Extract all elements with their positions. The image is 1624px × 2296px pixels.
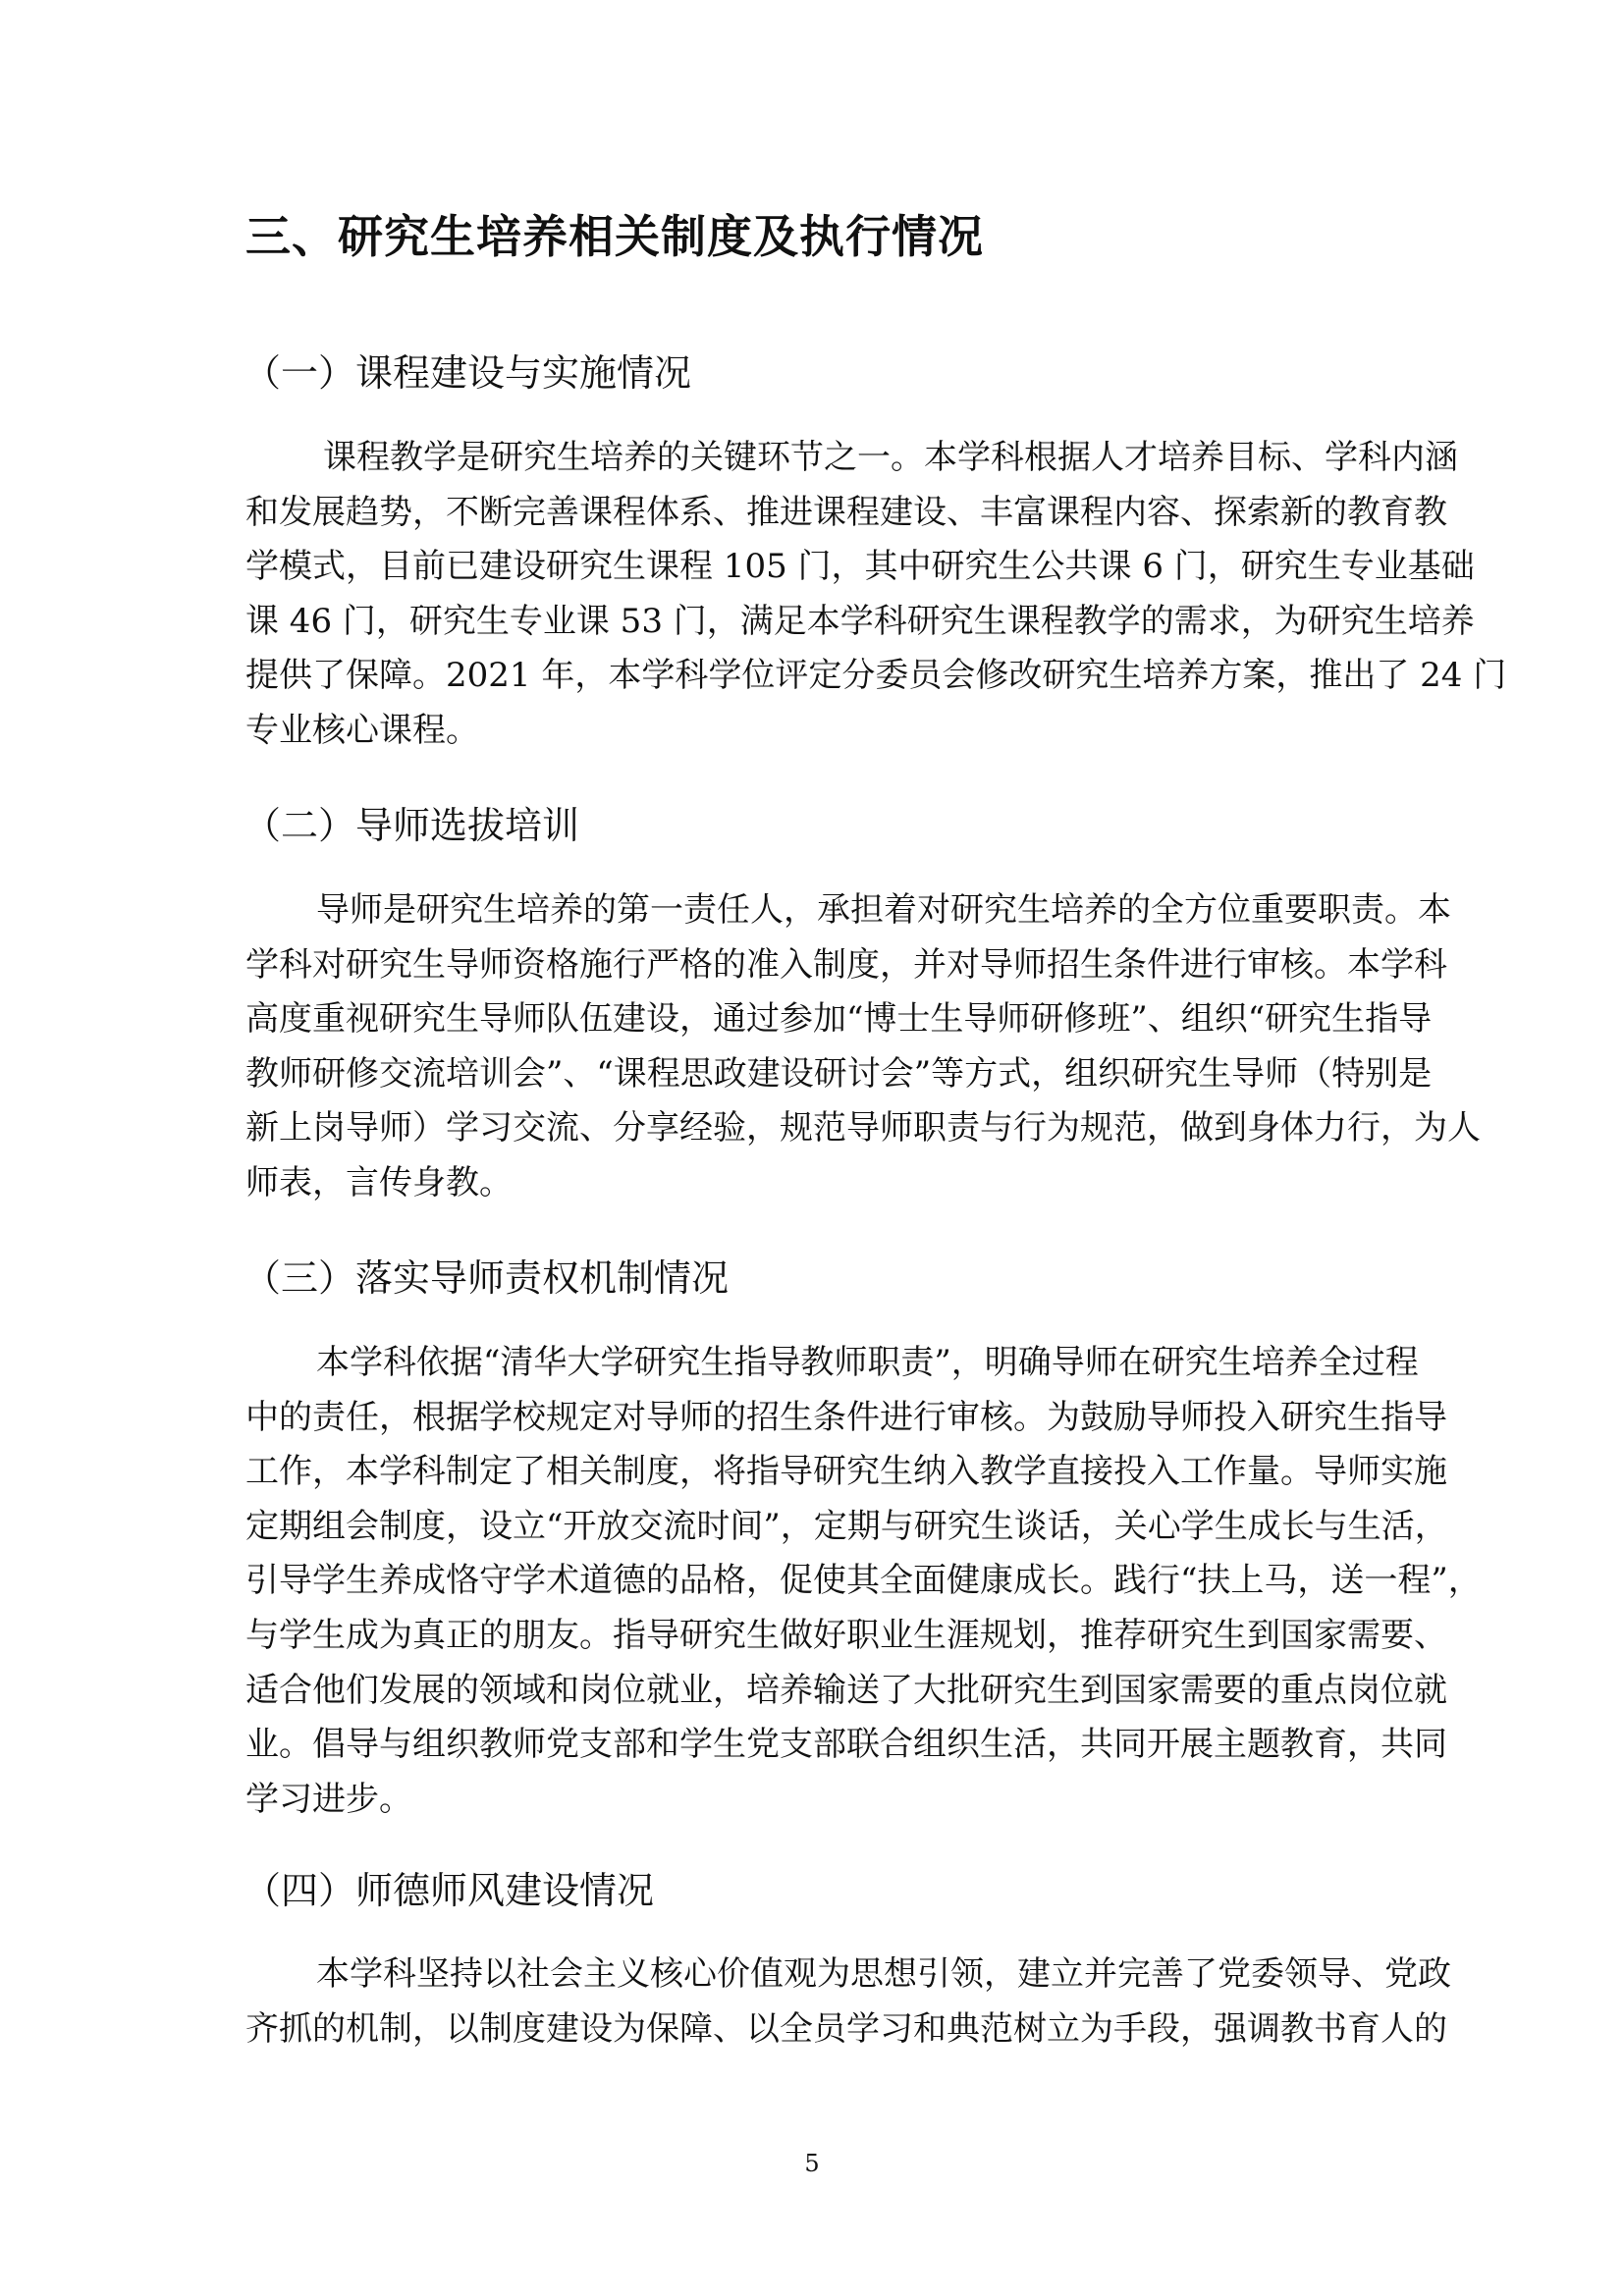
paragraph-line: 新上岗导师）学习交流、分享经验，规范导师职责与行为规范，做到身体力行，为人 [245,1108,1481,1148]
paragraph-1 [245,431,1507,759]
subsection-title-4: （四）师德师风建设情况 [244,1869,655,1912]
subsection-title-2: （二）导师选拔培训 [244,804,580,847]
subsection-title-1: （一）课程建设与实施情况 [244,351,692,395]
paragraph-line: 适合他们发展的领域和岗位就业，培养输送了大批研究生到国家需要的重点岗位就 [245,1670,1447,1710]
paragraph-line: 导师是研究生培养的第一责任人，承担着对研究生培养的全方位重要职责。本 [316,890,1451,930]
paragraph-line: 和发展趋势，不断完善课程体系、推进课程建设、丰富课程内容、探索新的教育教 [245,492,1447,532]
paragraph-line: 业。倡导与组织教师党支部和学生党支部联合组织生活，共同开展主题教育，共同 [245,1725,1447,1765]
paragraph-3 [245,1336,1482,1827]
paragraph-line: 高度重视研究生导师队伍建设，通过参加“博士生导师研修班”、组织“研究生指导 [245,999,1433,1040]
section-title: 三、研究生培养相关制度及执行情况 [245,210,984,263]
paragraph-line: 中的责任，根据学校规定对导师的招生条件进行审核。为鼓励导师投入研究生指导 [245,1397,1447,1437]
paragraph-line: 工作，本学科制定了相关制度，将指导研究生纳入教学直接投入工作量。导师实施 [245,1452,1447,1492]
paragraph-line: 本学科依据“清华大学研究生指导教师职责”，明确导师在研究生培养全过程 [316,1343,1419,1382]
paragraph-line: 师表，言传身教。 [245,1162,513,1202]
paragraph-2 [245,883,1481,1211]
paragraph-line: 课 46 门，研究生专业课 53 门，满足本学科研究生课程教学的需求，为研究生培养 [245,601,1475,641]
paragraph-line: 教师研修交流培训会”、“课程思政建设研讨会”等方式，组织研究生导师（特别是 [245,1053,1433,1094]
paragraph-line: 本学科坚持以社会主义核心价值观为思想引领，建立并完善了党委领导、党政 [316,1954,1451,1994]
paragraph-line: 齐抓的机制，以制度建设为保障、以全员学习和典范树立为手段，强调教书育人的 [245,2008,1447,2049]
paragraph-line: 与学生成为真正的朋友。指导研究生做好职业生涯规划，推荐研究生到国家需要、 [245,1615,1447,1655]
paragraph-line: 专业核心课程。 [245,710,479,750]
subsection-title-3: （三）落实导师责权机制情况 [244,1256,730,1300]
paragraph-4 [245,1948,1451,2056]
paragraph-line: 学模式，目前已建设研究生课程 105 门，其中研究生公共课 6 门，研究生专业基础 [245,547,1475,587]
paragraph-line: 提供了保障。2021 年，本学科学位评定分委员会修改研究生培养方案，推出了 24 门 [245,656,1507,696]
paragraph-line: 学习进步。 [245,1779,412,1819]
paragraph-line: 学科对研究生导师资格施行严格的准入制度，并对导师招生条件进行审核。本学科 [245,944,1447,985]
paragraph-line: 引导学生养成恪守学术道德的品格，促使其全面健康成长。践行“扶上马，送一程”， [245,1561,1482,1601]
paragraph-line: 课程教学是研究生培养的关键环节之一。本学科根据人才培养目标、学科内涵 [323,438,1458,477]
paragraph-line: 定期组会制度，设立“开放交流时间”，定期与研究生谈话，关心学生成长与生活， [245,1506,1448,1546]
page-number: 5 [804,2150,820,2177]
